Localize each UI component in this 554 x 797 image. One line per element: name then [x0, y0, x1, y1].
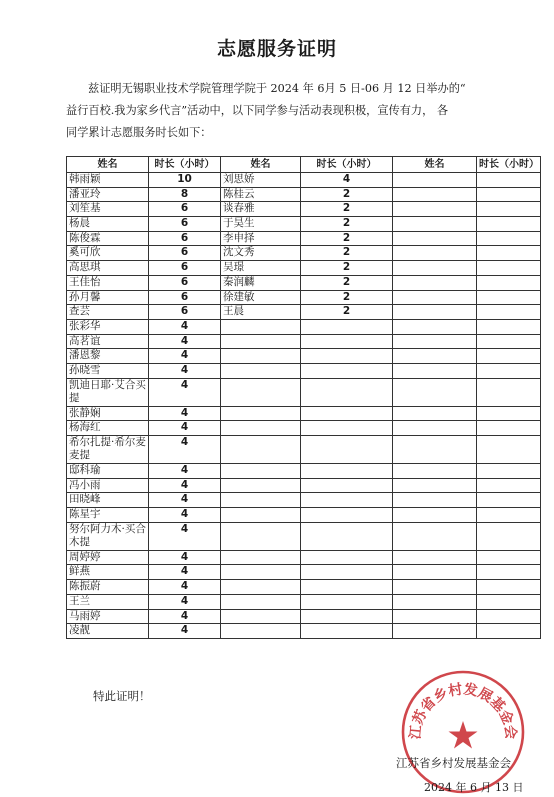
- empty-cell: [477, 493, 541, 508]
- student-name-cell: 刘笙基: [67, 202, 149, 217]
- student-name-cell: 陈星宇: [67, 508, 149, 523]
- table-row: [67, 493, 541, 508]
- hours-cell: 4: [301, 173, 393, 188]
- empty-cell: [393, 609, 477, 624]
- hours-cell: [301, 378, 393, 406]
- empty-cell: [393, 217, 477, 232]
- hours-cell: [301, 406, 393, 421]
- hours-cell: [301, 349, 393, 364]
- student-name-cell: 沈文秀: [221, 246, 301, 261]
- empty-cell: [393, 464, 477, 479]
- empty-cell: [393, 550, 477, 565]
- student-name-cell: 孙月馨: [67, 290, 149, 305]
- empty-cell: [393, 349, 477, 364]
- empty-cell: [393, 187, 477, 202]
- table-row: [67, 261, 541, 276]
- empty-cell: [393, 421, 477, 436]
- table-row: [67, 406, 541, 421]
- student-name-cell: 陈俊霖: [67, 231, 149, 246]
- table-row: [67, 522, 541, 550]
- empty-cell: [393, 493, 477, 508]
- hours-cell: 4: [149, 493, 221, 508]
- intro-line: 兹证明无锡职业技术学院管理学院于 2024 年 6月 5 日-06 月 12 日举办的“: [88, 82, 466, 95]
- empty-cell: [393, 173, 477, 188]
- student-name-cell: 潘亚玲: [67, 187, 149, 202]
- empty-cell: [393, 378, 477, 406]
- empty-cell: [393, 363, 477, 378]
- student-name-cell: 高思琪: [67, 261, 149, 276]
- empty-cell: [477, 624, 541, 639]
- empty-cell: [477, 305, 541, 320]
- student-name-cell: 陈桂云: [221, 187, 301, 202]
- empty-cell: [477, 334, 541, 349]
- header-hours: 时长（小时）: [477, 157, 541, 173]
- empty-cell: [477, 478, 541, 493]
- empty-cell: [477, 522, 541, 550]
- empty-cell: [393, 231, 477, 246]
- intro-paragraph: [66, 78, 506, 144]
- hours-cell: 10: [149, 173, 221, 188]
- student-name-cell: 努尔阿力木·买合木提: [67, 522, 149, 550]
- official-seal: [398, 667, 528, 797]
- empty-cell: [477, 246, 541, 261]
- table-row: [67, 334, 541, 349]
- hours-cell: 6: [149, 275, 221, 290]
- hours-cell: 2: [301, 217, 393, 232]
- table-body: [67, 173, 541, 639]
- table-row: [67, 565, 541, 580]
- student-name-cell: [221, 594, 301, 609]
- hours-cell: 4: [149, 609, 221, 624]
- hours-cell: 6: [149, 202, 221, 217]
- hours-cell: 2: [301, 305, 393, 320]
- header-name: 姓名: [67, 157, 149, 173]
- page-title: 志愿服务证明: [216, 38, 337, 60]
- table-row: [67, 550, 541, 565]
- hours-cell: 4: [149, 522, 221, 550]
- student-name-cell: [221, 624, 301, 639]
- volunteer-hours-table: [66, 156, 541, 639]
- issuing-organization: 江苏省乡村发展基金会: [396, 756, 511, 770]
- table-row: [67, 624, 541, 639]
- student-name-cell: 凌靓: [67, 624, 149, 639]
- student-name-cell: 徐建敏: [221, 290, 301, 305]
- student-name-cell: 于昊生: [221, 217, 301, 232]
- empty-cell: [477, 290, 541, 305]
- table-header-row: [67, 157, 541, 173]
- hours-cell: 4: [149, 580, 221, 595]
- empty-cell: [393, 275, 477, 290]
- hours-cell: 4: [149, 565, 221, 580]
- student-name-cell: [221, 565, 301, 580]
- hours-cell: [301, 478, 393, 493]
- student-name-cell: 谈春雅: [221, 202, 301, 217]
- empty-cell: [393, 261, 477, 276]
- student-name-cell: 希尔扎提·希尔麦麦提: [67, 436, 149, 464]
- hours-cell: 8: [149, 187, 221, 202]
- table-row: [67, 187, 541, 202]
- student-name-cell: 张彩华: [67, 319, 149, 334]
- header-name: 姓名: [221, 157, 301, 173]
- empty-cell: [393, 334, 477, 349]
- table-row: [67, 290, 541, 305]
- empty-cell: [393, 406, 477, 421]
- hours-cell: 6: [149, 290, 221, 305]
- empty-cell: [477, 565, 541, 580]
- empty-cell: [393, 565, 477, 580]
- intro-line: 同学累计志愿服务时长如下：: [66, 126, 212, 139]
- hours-cell: 2: [301, 231, 393, 246]
- student-name-cell: 王佳怡: [67, 275, 149, 290]
- table-row: [67, 378, 541, 406]
- hours-cell: [301, 550, 393, 565]
- empty-cell: [477, 261, 541, 276]
- student-name-cell: [221, 378, 301, 406]
- table-row: [67, 464, 541, 479]
- student-name-cell: 邸科瑜: [67, 464, 149, 479]
- table-row: [67, 349, 541, 364]
- empty-cell: [477, 464, 541, 479]
- student-name-cell: [221, 319, 301, 334]
- student-name-cell: 王兰: [67, 594, 149, 609]
- hours-cell: [301, 580, 393, 595]
- table-row: [67, 609, 541, 624]
- student-name-cell: [221, 609, 301, 624]
- student-name-cell: 鲜燕: [67, 565, 149, 580]
- svg-text:江苏省乡村发展基金会: 江苏省乡村发展基金会: [407, 681, 519, 741]
- student-name-cell: 杨晨: [67, 217, 149, 232]
- hours-cell: [301, 624, 393, 639]
- hours-cell: [301, 522, 393, 550]
- table-row: [67, 202, 541, 217]
- empty-cell: [477, 508, 541, 523]
- student-name-cell: 凯迪日耶·艾合买提: [67, 378, 149, 406]
- hours-cell: [301, 508, 393, 523]
- empty-cell: [477, 187, 541, 202]
- empty-cell: [477, 231, 541, 246]
- empty-cell: [477, 550, 541, 565]
- student-name-cell: [221, 349, 301, 364]
- table-row: [67, 421, 541, 436]
- table-row: [67, 231, 541, 246]
- hours-cell: 2: [301, 261, 393, 276]
- hours-cell: 6: [149, 217, 221, 232]
- hours-cell: [301, 493, 393, 508]
- table-row: [67, 478, 541, 493]
- empty-cell: [393, 594, 477, 609]
- student-name-cell: 刘思娇: [221, 173, 301, 188]
- empty-cell: [477, 275, 541, 290]
- hours-cell: 4: [149, 363, 221, 378]
- issue-date: 2024 年 6 月 13 日: [424, 781, 524, 794]
- closing-statement: 特此证明！: [93, 689, 151, 703]
- hours-cell: 6: [149, 231, 221, 246]
- hours-cell: 4: [149, 378, 221, 406]
- hours-cell: 6: [149, 305, 221, 320]
- empty-cell: [477, 173, 541, 188]
- hours-cell: [301, 609, 393, 624]
- table-row: [67, 580, 541, 595]
- student-name-cell: 陈振蔚: [67, 580, 149, 595]
- hours-cell: [301, 334, 393, 349]
- hours-cell: 2: [301, 290, 393, 305]
- student-name-cell: [221, 508, 301, 523]
- student-name-cell: [221, 406, 301, 421]
- hours-cell: 4: [149, 624, 221, 639]
- header-name: 姓名: [393, 157, 477, 173]
- hours-cell: 6: [149, 246, 221, 261]
- empty-cell: [477, 594, 541, 609]
- empty-cell: [393, 305, 477, 320]
- hours-cell: 4: [149, 319, 221, 334]
- hours-cell: [301, 363, 393, 378]
- student-name-cell: 潘恩黎: [67, 349, 149, 364]
- intro-line: 益行百校.我为家乡代言”活动中，以下同学参与活动表现积极，宣传有力， 各: [66, 104, 449, 117]
- hours-cell: 2: [301, 275, 393, 290]
- empty-cell: [477, 349, 541, 364]
- student-name-cell: 秦润麟: [221, 275, 301, 290]
- empty-cell: [477, 217, 541, 232]
- empty-cell: [477, 378, 541, 406]
- hours-cell: 2: [301, 202, 393, 217]
- hours-cell: [301, 565, 393, 580]
- student-name-cell: [221, 334, 301, 349]
- student-name-cell: 吴璟: [221, 261, 301, 276]
- table-row: [67, 319, 541, 334]
- table-row: [67, 275, 541, 290]
- student-name-cell: [221, 478, 301, 493]
- table-row: [67, 246, 541, 261]
- hours-cell: 4: [149, 550, 221, 565]
- hours-cell: 4: [149, 436, 221, 464]
- student-name-cell: [221, 580, 301, 595]
- hours-cell: 2: [301, 187, 393, 202]
- student-name-cell: [221, 436, 301, 464]
- hours-cell: 4: [149, 478, 221, 493]
- hours-cell: [301, 594, 393, 609]
- hours-cell: 6: [149, 261, 221, 276]
- hours-cell: [301, 319, 393, 334]
- student-name-cell: 冯小雨: [67, 478, 149, 493]
- student-name-cell: 高茗谊: [67, 334, 149, 349]
- table-row: [67, 305, 541, 320]
- empty-cell: [393, 580, 477, 595]
- empty-cell: [477, 202, 541, 217]
- table-row: [67, 363, 541, 378]
- student-name-cell: 韩雨颖: [67, 173, 149, 188]
- student-name-cell: 李申择: [221, 231, 301, 246]
- empty-cell: [393, 478, 477, 493]
- student-name-cell: 周婷婷: [67, 550, 149, 565]
- empty-cell: [393, 319, 477, 334]
- empty-cell: [477, 406, 541, 421]
- hours-cell: 4: [149, 508, 221, 523]
- hours-cell: 4: [149, 464, 221, 479]
- table-row: [67, 508, 541, 523]
- hours-cell: 4: [149, 406, 221, 421]
- student-name-cell: 田晓峰: [67, 493, 149, 508]
- table-row: [67, 217, 541, 232]
- student-name-cell: [221, 493, 301, 508]
- hours-cell: 4: [149, 594, 221, 609]
- hours-cell: [301, 464, 393, 479]
- student-name-cell: [221, 363, 301, 378]
- hours-cell: [301, 421, 393, 436]
- hours-cell: 4: [149, 349, 221, 364]
- empty-cell: [393, 290, 477, 305]
- empty-cell: [393, 624, 477, 639]
- empty-cell: [477, 363, 541, 378]
- header-hours: 时长（小时）: [301, 157, 393, 173]
- hours-cell: [301, 436, 393, 464]
- empty-cell: [477, 421, 541, 436]
- student-name-cell: [221, 421, 301, 436]
- empty-cell: [477, 580, 541, 595]
- empty-cell: [393, 508, 477, 523]
- student-name-cell: [221, 464, 301, 479]
- student-name-cell: 张静娴: [67, 406, 149, 421]
- student-name-cell: 王晨: [221, 305, 301, 320]
- empty-cell: [477, 436, 541, 464]
- student-name-cell: 马雨婷: [67, 609, 149, 624]
- hours-cell: 4: [149, 421, 221, 436]
- student-name-cell: 奚可欣: [67, 246, 149, 261]
- empty-cell: [393, 522, 477, 550]
- table-row: [67, 594, 541, 609]
- student-name-cell: 查芸: [67, 305, 149, 320]
- empty-cell: [393, 436, 477, 464]
- empty-cell: [477, 609, 541, 624]
- student-name-cell: [221, 550, 301, 565]
- table-row: [67, 173, 541, 188]
- header-hours: 时长（小时）: [149, 157, 221, 173]
- student-name-cell: 杨海红: [67, 421, 149, 436]
- empty-cell: [477, 319, 541, 334]
- hours-cell: 4: [149, 334, 221, 349]
- empty-cell: [393, 202, 477, 217]
- student-name-cell: 孙晓雪: [67, 363, 149, 378]
- empty-cell: [393, 246, 477, 261]
- table-row: [67, 436, 541, 464]
- student-name-cell: [221, 522, 301, 550]
- hours-cell: 2: [301, 246, 393, 261]
